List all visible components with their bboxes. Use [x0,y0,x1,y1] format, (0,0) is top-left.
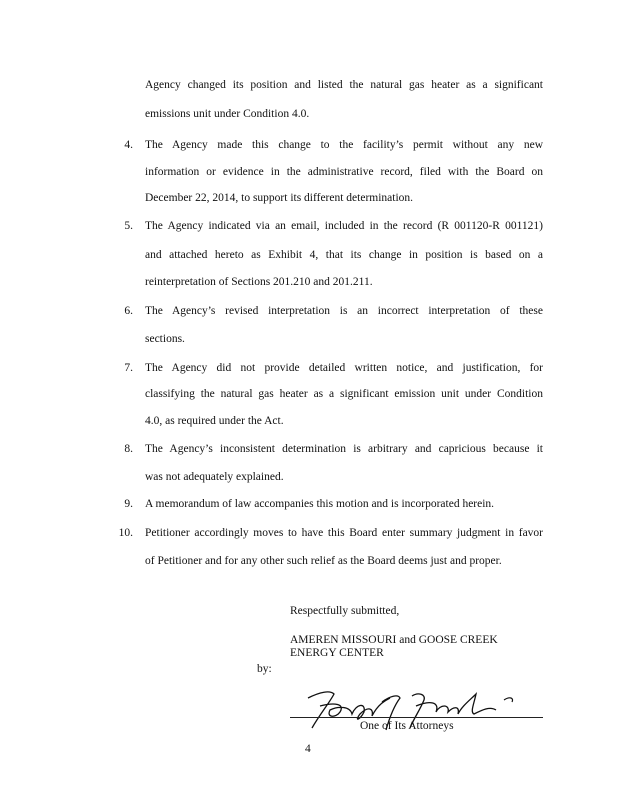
item-number-7: 7. [124,362,133,374]
signature-line [290,717,543,718]
item-5-line-2: and attached hereto as Exhibit 4, that its change in position is based on a [145,249,543,261]
page-number: 4 [305,743,311,755]
item-7-line-2: classifying the natural gas heater as a significant emission unit under Condition [145,388,543,400]
item-5-line-3: reinterpretation of Sections 201.210 and 201.211. [145,276,373,288]
item-4-line-2: information or evidence in the administrative record, filed with the Board on [145,166,543,178]
item-6-line-2: sections. [145,333,185,345]
item-7-line-3: 4.0, as required under the Act. [145,415,284,427]
item-6-line-1: The Agency’s revised interpretation is an incorrect interpretation of these [145,305,543,317]
item-8-line-2: was not adequately explained. [145,471,284,483]
item-9-line-1: A memorandum of law accompanies this motion and is incorporated herein. [145,498,495,510]
item-number-6: 6. [124,305,133,317]
item-4-line-1: The Agency made this change to the facility’s permit without any new [145,139,543,151]
item-4-line-3: December 22, 2014, to support its different determination. [145,192,414,204]
item-5-line-1: The Agency indicated via an email, included in the record (R 001120-R 001121) [145,220,543,232]
item-number-10: 10. [118,527,133,539]
item-number-4: 4. [124,139,133,151]
item-10-line-1: Petitioner accordingly moves to have this Board enter summary judgment in favor [145,527,543,539]
intro-line-2: emissions unit under Condition 4.0. [145,108,310,120]
item-8-line-1: The Agency’s inconsistent determination is arbitrary and capricious because it [145,443,543,455]
by-label: by: [257,663,272,675]
item-number-8: 8. [124,443,133,455]
intro-line-1: Agency changed its position and listed the natural gas heater as a significant [145,79,543,91]
item-number-9: 9. [124,498,133,510]
party-line-2: ENERGY CENTER [290,647,384,659]
item-number-5: 5. [124,220,133,232]
party-line-1: AMEREN MISSOURI and GOOSE CREEK [290,634,498,646]
signature-caption: One of Its Attorneys [360,720,454,732]
closing: Respectfully submitted, [290,605,400,617]
item-10-line-2: of Petitioner and for any other such relief as the Board deems just and proper. [145,555,502,567]
item-7-line-1: The Agency did not provide detailed written notice, and justification, for [145,362,543,374]
